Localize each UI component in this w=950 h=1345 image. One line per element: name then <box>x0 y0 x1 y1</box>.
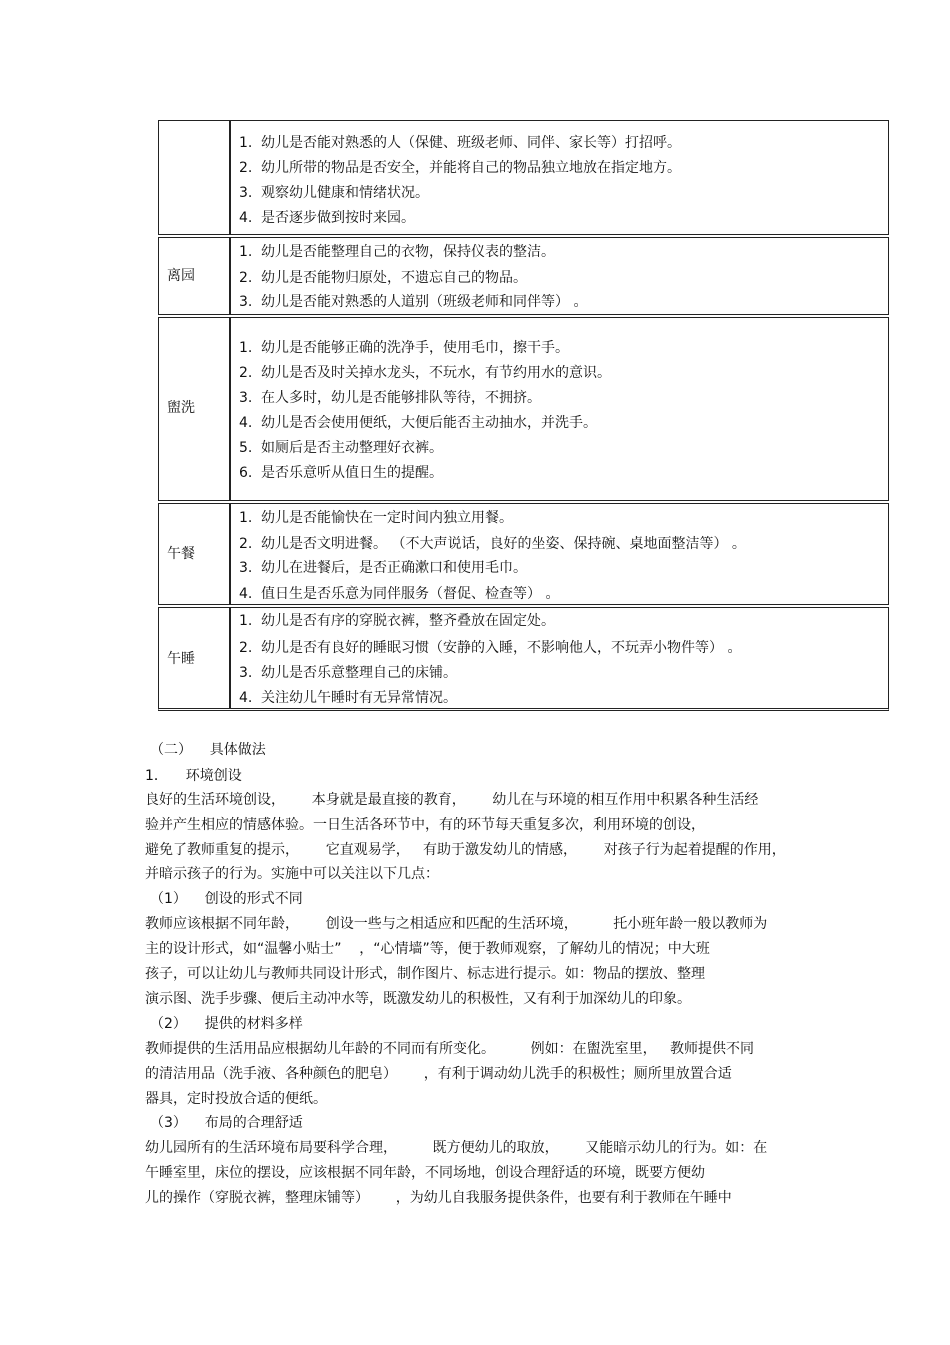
row-label: 午餐 <box>167 546 195 562</box>
paragraph-line: 并暗示孩子的行为。实施中可以关注以下几点： <box>145 866 439 882</box>
table-row-lunch <box>158 503 889 605</box>
list-item: 4. 是否逐步做到按时来园。 <box>239 210 415 226</box>
list-item: 5. 如厕后是否主动整理好衣裤。 <box>239 440 443 456</box>
subsection-heading: 1． 环境创设 <box>145 768 242 784</box>
paragraph-line: 的清洁用品（洗手液、各种颜色的肥皂） ，有利于调动幼儿洗手的积极性；厕所里放置合适 <box>145 1066 732 1082</box>
table-row-arrival <box>158 120 889 235</box>
list-item: 3. 幼儿是否能对熟悉的人道别（班级老师和同伴等） 。 <box>239 294 588 310</box>
row-label: 离园 <box>167 268 195 284</box>
list-item: 2. 幼儿是否文明进餐。 （不大声说话，良好的坐姿、保持碗、桌地面整洁等） 。 <box>239 536 746 552</box>
paragraph-line: 主的设计形式，如“温馨小贴士” ，“心情墙”等，便于教师观察，了解幼儿的情况；中大班 <box>145 941 710 957</box>
paragraph-line: 器具，定时投放合适的便纸。 <box>145 1091 327 1107</box>
subsection-heading: （1） 创设的形式不同 <box>150 891 303 907</box>
row-label-cell <box>159 121 231 234</box>
list-item: 3. 幼儿是否乐意整理自己的床铺。 <box>239 665 457 681</box>
list-item: 6. 是否乐意听从值日生的提醒。 <box>239 465 443 481</box>
list-item: 3. 观察幼儿健康和情绪状况。 <box>239 185 429 201</box>
paragraph-line: 教师应该根据不同年龄， 创设一些与之相适应和匹配的生活环境， 托小班年龄一般以教师为 <box>145 916 768 932</box>
row-label-cell <box>159 318 231 500</box>
paragraph-line: 孩子，可以让幼儿与教师共同设计形式，制作图片、标志进行提示。如：物品的摆放、整理 <box>145 966 705 982</box>
table-row-washing <box>158 317 889 501</box>
row-label-cell <box>159 608 231 708</box>
list-item: 4. 幼儿是否会使用便纸，大便后能否主动抽水，并洗手。 <box>239 415 597 431</box>
list-item: 2. 幼儿是否及时关掉水龙头，不玩水，有节约用水的意识。 <box>239 365 611 381</box>
row-label: 午睡 <box>167 651 195 667</box>
list-item: 3. 在人多时，幼儿是否能够排队等待，不拥挤。 <box>239 390 541 406</box>
list-item: 1. 幼儿是否能够正确的洗净手，使用毛巾，擦干手。 <box>239 340 569 356</box>
table-row-nap <box>158 607 889 711</box>
paragraph-line: 午睡室里，床位的摆设，应该根据不同年龄，不同场地，创设合理舒适的环境，既要方便幼 <box>145 1165 705 1181</box>
list-item: 1. 幼儿是否能整理自己的衣物，保持仪表的整洁。 <box>239 244 555 260</box>
list-item: 3. 幼儿在进餐后，是否正确漱口和使用毛巾。 <box>239 560 527 576</box>
table-row-departure <box>158 237 889 315</box>
list-item: 4. 关注幼儿午睡时有无异常情况。 <box>239 690 457 706</box>
list-item: 2. 幼儿是否有良好的睡眠习惯（安静的入睡，不影响他人，不玩弄小物件等） 。 <box>239 640 742 656</box>
paragraph-line: 儿的操作（穿脱衣裤，整理床铺等） ，为幼儿自我服务提供条件，也要有利于教师在午睡中 <box>145 1190 732 1206</box>
list-item: 2. 幼儿是否能物归原处，不遗忘自己的物品。 <box>239 270 527 286</box>
paragraph-line: 教师提供的生活用品应根据幼儿年龄的不同而有所变化。 例如：在盥洗室里， 教师提供不同 <box>145 1041 754 1057</box>
row-label-cell <box>159 504 231 604</box>
list-item: 4. 值日生是否乐意为同伴服务（督促、检查等） 。 <box>239 586 560 602</box>
list-item: 1. 幼儿是否能愉快在一定时间内独立用餐。 <box>239 510 513 526</box>
paragraph-line: 验并产生相应的情感体验。一日生活各环节中，有的环节每天重复多次，利用环境的创设， <box>145 817 705 833</box>
list-item: 1. 幼儿是否有序的穿脱衣裤，整齐叠放在固定处。 <box>239 613 555 629</box>
list-item: 2. 幼儿所带的物品是否安全，并能将自己的物品独立地放在指定地方。 <box>239 160 681 176</box>
section-heading: （二） 具体做法 <box>150 742 266 758</box>
subsection-heading: （3） 布局的合理舒适 <box>150 1115 303 1131</box>
paragraph-line: 良好的生活环境创设， 本身就是最直接的教育， 幼儿在与环境的相互作用中积累各种生活经 <box>145 792 759 808</box>
paragraph-line: 避免了教师重复的提示， 它直观易学， 有助于激发幼儿的情感， 对孩子行为起着提醒的作用， <box>145 842 786 858</box>
list-item: 1. 幼儿是否能对熟悉的人（保健、班级老师、同伴、家长等）打招呼。 <box>239 135 681 151</box>
row-label-cell <box>159 238 231 314</box>
subsection-heading: （2） 提供的材料多样 <box>150 1016 303 1032</box>
paragraph-line: 幼儿园所有的生活环境布局要科学合理， 既方便幼儿的取放， 又能暗示幼儿的行为。如：在 <box>145 1140 768 1156</box>
row-label: 盥洗 <box>167 400 195 416</box>
paragraph-line: 演示图、洗手步骤、便后主动冲水等，既激发幼儿的积极性，又有利于加深幼儿的印象。 <box>145 991 691 1007</box>
